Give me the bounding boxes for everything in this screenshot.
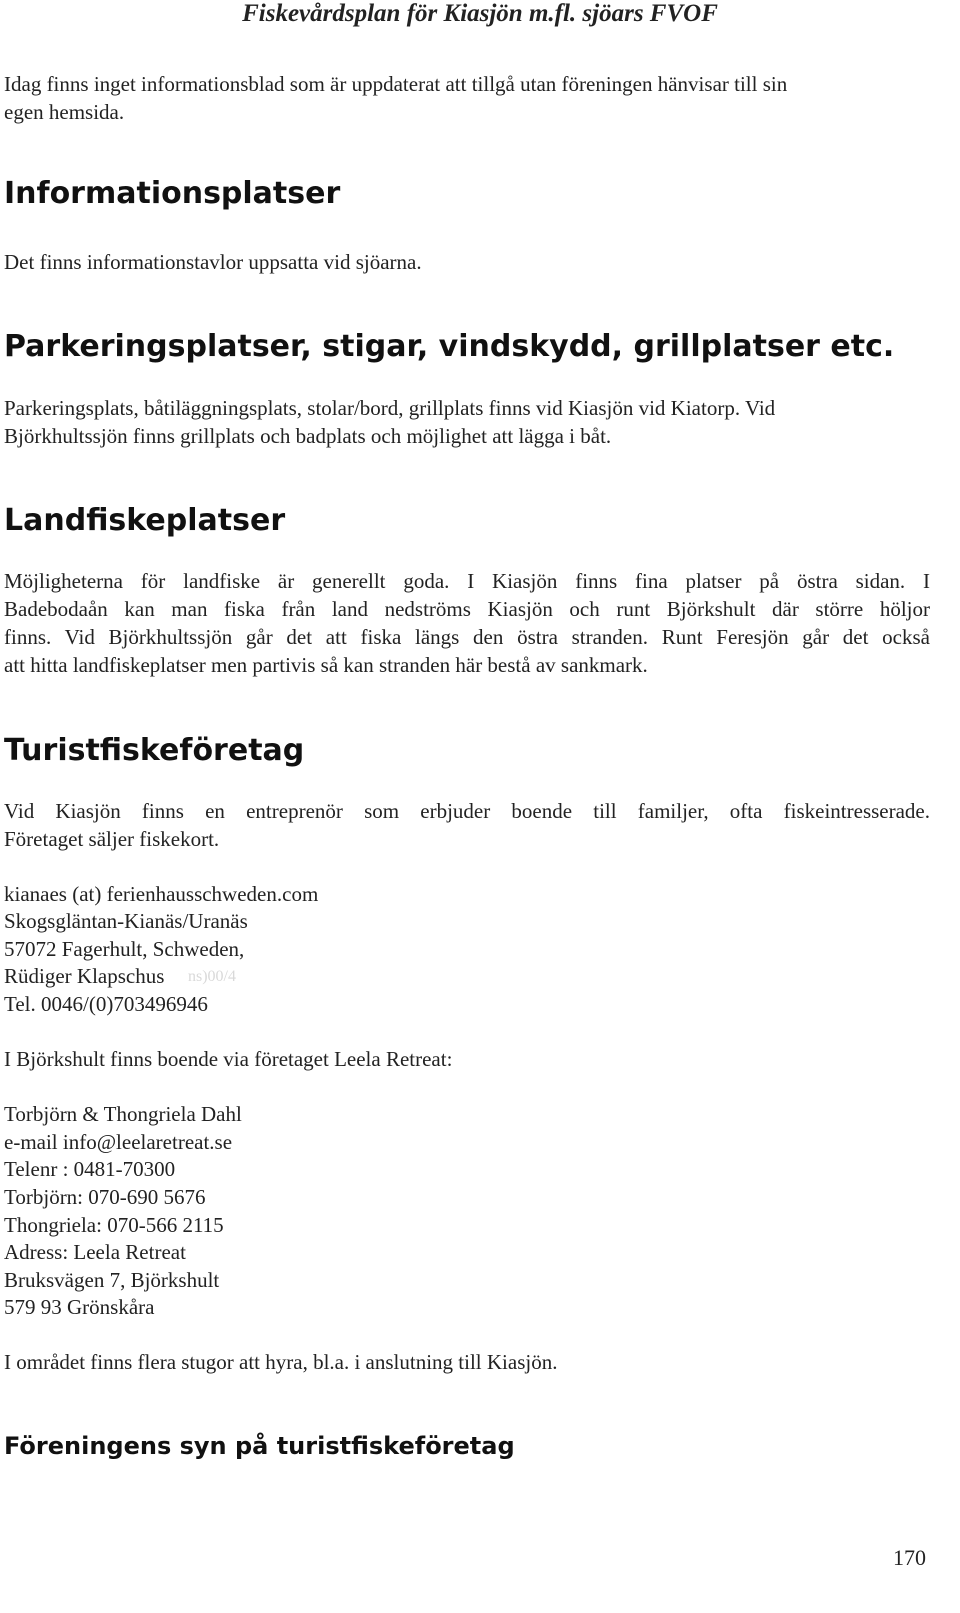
contact1-name: Rüdiger Klapschus [4, 964, 165, 988]
landfiske-line-1: Möjligheterna för landfiske är generellt goda. I Kiasjön finns fina platser på östra sidan. I [4, 569, 930, 593]
contact2-postal: 579 93 Grönskåra [4, 1295, 155, 1319]
contact1-phone: Tel. 0046/(0)703496946 [4, 992, 208, 1016]
contact1-place: Skogsgläntan-Kianäs/Uranäs [4, 909, 248, 933]
heading-foreningens-syn: Föreningens syn på turistfiskeföretag [4, 1432, 515, 1460]
turist-line-2: Företaget säljer fiskekort. [4, 827, 220, 851]
contact2-email: e-mail info@leelaretreat.se [4, 1130, 233, 1154]
page-header-title: Fiskevårdsplan för Kiasjön m.fl. sjöars FVOF [242, 0, 718, 27]
contact1-email: kianaes (at) ferienhausschweden.com [4, 882, 319, 906]
contact2-address-label: Adress: Leela Retreat [4, 1240, 186, 1264]
contact2-phone: Telenr : 0481-70300 [4, 1157, 176, 1181]
page-number: 170 [893, 1545, 926, 1570]
contact2-names: Torbjörn & Thongriela Dahl [4, 1102, 242, 1126]
intro-line-2: egen hemsida. [4, 100, 125, 124]
contact2-thongriela-phone: Thongriela: 070-566 2115 [4, 1213, 224, 1237]
heading-landfiskeplatser: Landfiskeplatser [4, 503, 286, 538]
leela-intro: I Björkshult finns boende via företaget Leela Retreat: [4, 1047, 453, 1071]
turist-line-1: Vid Kiasjön finns en entreprenör som erbjuder boende till familjer, ofta fiskeintresserade. [4, 799, 930, 823]
heading-turistfiskeforetag: Turistfiskeföretag [4, 733, 305, 768]
landfiske-line-4: att hitta landfiskeplatser men partivis så kan stranden här bestå av sankmark. [4, 653, 648, 677]
contact1-postal: 57072 Fagerhult, Schweden, [4, 937, 245, 961]
parking-line-1: Parkeringsplats, båtiläggningsplats, stolar/bord, grillplats finns vid Kiasjön vid Kiatorp. Vid [4, 396, 776, 420]
parking-line-2: Björkhultssjön finns grillplats och badplats och möjlighet att lägga i båt. [4, 424, 612, 448]
contact2-street: Bruksvägen 7, Björkshult [4, 1268, 220, 1292]
faint-artifact-text: ns)00/4 [188, 968, 236, 985]
info-text: Det finns informationstavlor uppsatta vid sjöarna. [4, 250, 422, 274]
landfiske-line-3: finns. Vid Björkhultssjön går det att fiska längs den östra stranden. Runt Feresjön går det också [4, 625, 930, 649]
heading-informationsplatser: Informationsplatser [4, 176, 341, 211]
landfiske-line-2: Badebodaån kan man fiska från land nedströms Kiasjön och runt Björkshult där större höljor [4, 597, 930, 621]
contact2-torbjorn-phone: Torbjörn: 070-690 5676 [4, 1185, 206, 1209]
heading-parkeringsplatser: Parkeringsplatser, stigar, vindskydd, grillplatser etc. [4, 329, 895, 364]
intro-line-1: Idag finns inget informationsblad som är uppdaterat att tillgå utan föreningen hänvisar till sin [4, 72, 788, 96]
turist-outro: I området finns flera stugor att hyra, bl.a. i anslutning till Kiasjön. [4, 1350, 558, 1374]
